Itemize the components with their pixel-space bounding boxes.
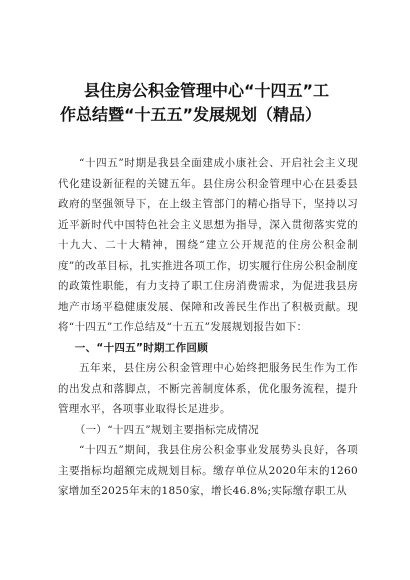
document-body [58,153,358,502]
subsection-heading-1: （一）“十四五”规划主要指标完成情况 [74,423,259,436]
title-line-1: 县住房公积金管理中心“十四五”工 [84,81,330,100]
intro-paragraph: “十四五”时期是我县全面建成小康社会、开启社会主义现代化建设新征程的关键五年。县住房公积金管理中心在县委县政府的坚强领导下，在上级主管部门的精心指导下，坚持以习近平新时代中国特色社会主义思想为指导，深入贯彻落实党的十九大、二十大精神，围绕“建立公开规范的住房公积金制度”的改革目标，扎实推进各项工作，切实履行住房公积金制度的政策性职能，有力支持了职工住房消费需求，为促进我县房地产市场平稳健康发展、保障和改善民生作出了积极贡献。现将“十四五”工作总结及“十五五”发展规划报告如下： [58,157,358,333]
section-1-paragraph: 五年来，县住房公积金管理中心始终把服务民生作为工作的出发点和落脚点，不断完善制度体系，优化服务流程，提升管理水平，各项事业取得长足进步。 [58,362,358,415]
subsection-1-paragraph: “十四五”期间，我县住房公积金事业发展势头良好，各项主要指标均超额完成规划目标。缴存单位从2020年末的1260家增加至2025年末的1850家，增长46.8%;实际缴存职工从 [58,444,358,497]
section-heading-1: 一、“十四五”时期工作回顾 [74,341,208,354]
title-line-2: 作总结暨“十五五”发展规划（精品） [60,105,322,124]
document-title [60,79,360,127]
